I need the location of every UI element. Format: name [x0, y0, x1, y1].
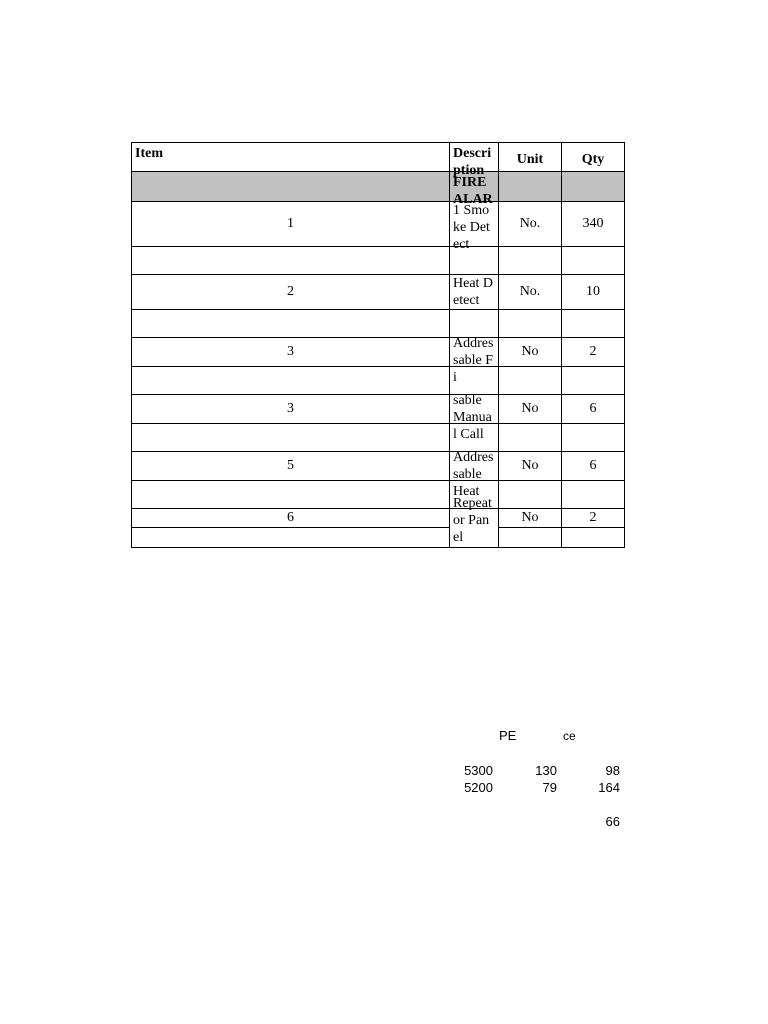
header-unit: Unit — [499, 143, 562, 172]
row-item: 3 — [132, 395, 450, 424]
row-unit: No — [499, 338, 562, 367]
summary-cell: 98 — [605, 763, 620, 778]
row-item: 3 — [132, 338, 450, 367]
header-item: Item — [132, 143, 450, 172]
row-description: Repeat or Panel — [453, 496, 492, 545]
header-qty: Qty — [562, 143, 625, 172]
row-qty: 6 — [562, 452, 625, 481]
row-unit: No — [499, 395, 562, 424]
row-unit: No. — [499, 202, 562, 247]
row-description: sable Manua l Call — [453, 392, 492, 442]
row-item: 2 — [132, 275, 450, 310]
summary-header-pe: PE — [499, 728, 517, 743]
row-description: Addres sable Heat — [453, 449, 494, 499]
summary-cell: 130 — [535, 763, 557, 778]
row-qty: 10 — [562, 275, 625, 310]
summary-cell: 79 — [542, 780, 557, 795]
row-unit: No — [499, 509, 562, 528]
row-item: 5 — [132, 452, 450, 481]
row-qty: 2 — [562, 509, 625, 528]
summary-header-ce: ce — [563, 729, 576, 743]
summary-cell: 5200 — [464, 780, 493, 795]
section-title: FIRE ALAR — [453, 175, 493, 207]
row-unit: No — [499, 452, 562, 481]
summary-cell: 5300 — [464, 763, 493, 778]
row-description: Addres sable Fi — [453, 335, 494, 385]
row-qty: 340 — [562, 202, 625, 247]
summary-total: 66 — [605, 814, 620, 829]
summary-cell: 164 — [598, 780, 620, 795]
row-item: 6 — [132, 509, 450, 528]
row-unit: No. — [499, 275, 562, 310]
row-description: Heat Detect — [453, 276, 494, 308]
header-description: Descri ption — [453, 146, 492, 178]
row-qty: 6 — [562, 395, 625, 424]
row-qty: 2 — [562, 338, 625, 367]
row-description: 1 Smoke Detect — [453, 203, 490, 252]
row-item: 1 — [132, 202, 450, 247]
